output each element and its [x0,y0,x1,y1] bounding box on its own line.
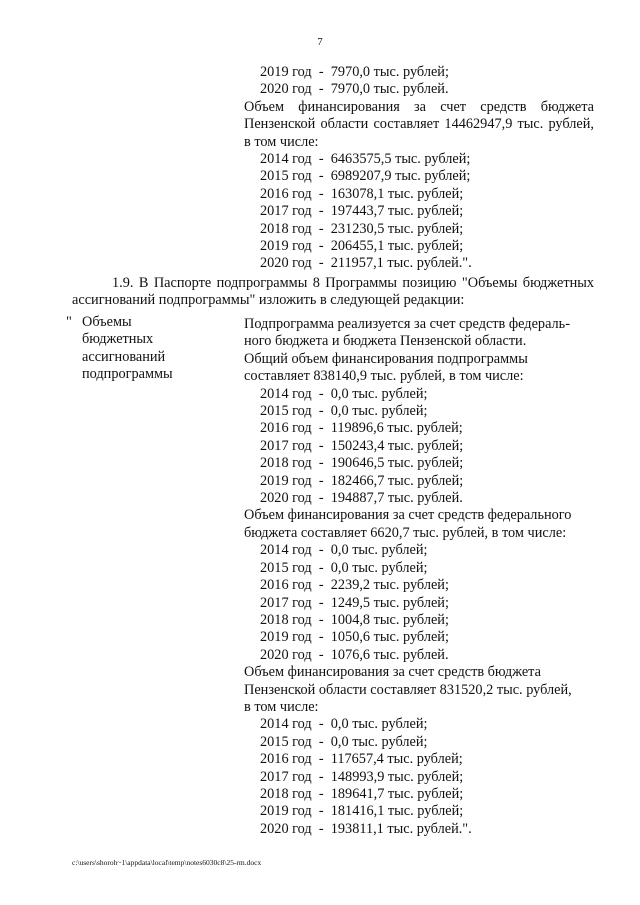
regional-line: в том числе: [244,698,319,715]
regional-year-row: 2015 год - 0,0 тыс. рублей; [260,733,428,750]
total-year-row: 2018 год - 190646,5 тыс. рублей; [260,455,464,472]
year-row: 2020 год - 7970,0 тыс. рублей. [260,81,449,98]
regional-year-row: 2017 год - 148993,9 тыс. рублей; [260,768,464,785]
year-row: 2018 год - 231230,5 тыс. рублей; [260,220,464,237]
label-line: подпрограммы [82,366,173,383]
year-row: 2020 год - 211957,1 тыс. рублей.". [260,255,472,272]
regional-line: Пензенской области составляет 831520,2 тыс. рублей, [244,681,572,698]
year-row: 2015 год - 6989207,9 тыс. рублей; [260,168,471,185]
regional-year-row: 2019 год - 181416,1 тыс. рублей; [260,803,464,820]
total-year-row: 2020 год - 194887,7 тыс. рублей. [260,490,463,507]
year-row: 2019 год - 206455,1 тыс. рублей; [260,238,464,255]
regional-year-row: 2014 год - 0,0 тыс. рублей; [260,716,428,733]
regional-year-row: 2016 год - 117657,4 тыс. рублей; [260,751,463,768]
federal-line: бюджета составляет 6620,7 тыс. рублей, в том числе: [244,524,567,541]
federal-year-row: 2014 год - 0,0 тыс. рублей; [260,542,428,559]
federal-year-row: 2016 год - 2239,2 тыс. рублей; [260,577,449,594]
intro-line: Общий объем финансирования подпрограммы [244,350,528,367]
total-year-row: 2014 год - 0,0 тыс. рублей; [260,385,428,402]
total-year-row: 2015 год - 0,0 тыс. рублей; [260,403,428,420]
intro-line: Подпрограмма реализуется за счет средств федераль- [244,316,570,332]
opening-quote-mark: " [66,314,72,330]
section-1-9-paragraph: 1.9. В Паспорте подпрограммы 8 Программы позицию "Объемы бюджетных ассигнований подпрограммы" изложить в следующей редакции: [72,275,594,309]
year-row: 2017 год - 197443,7 тыс. рублей; [260,203,464,220]
page-number: 7 [317,36,323,48]
federal-year-row: 2019 год - 1050,6 тыс. рублей; [260,629,449,646]
regional-year-row: 2020 год - 193811,1 тыс. рублей.". [260,820,472,837]
label-line: бюджетных [82,331,154,348]
federal-year-row: 2018 год - 1004,8 тыс. рублей; [260,611,449,628]
intro-line: составляет 838140,9 тыс. рублей, в том числе: [244,368,524,385]
regional-budget-paragraph: Объем финансирования за счет средств бюджета Пензенской области составляет 14462947,9 тыс. рублей, в том числе: [244,98,594,150]
total-year-row: 2016 год - 119896,6 тыс. рублей; [260,420,463,437]
regional-year-row: 2018 год - 189641,7 тыс. рублей; [260,785,464,802]
year-row: 2016 год - 163078,1 тыс. рублей; [260,185,464,202]
total-year-row: 2019 год - 182466,7 тыс. рублей; [260,472,464,489]
top-financing-block [244,64,594,273]
federal-year-row: 2020 год - 1076,6 тыс. рублей. [260,646,449,663]
federal-year-row: 2017 год - 1249,5 тыс. рублей; [260,594,449,611]
budget-allocation-label [82,314,232,384]
footer-file-path: c:\users\shoroh~1\appdata\local\temp\notes6030c8\25-rm.docx [72,858,262,867]
regional-line: Объем финансирования за счет средств бюджета [244,664,541,681]
federal-year-row: 2015 год - 0,0 тыс. рублей; [260,559,428,576]
year-row: 2014 год - 6463575,5 тыс. рублей; [260,151,471,168]
total-year-row: 2017 год - 150243,4 тыс. рублей; [260,437,464,454]
label-line: Объемы [82,314,132,330]
year-row: 2019 год - 7970,0 тыс. рублей; [260,64,449,80]
intro-line: ного бюджета и бюджета Пензенской области. [244,333,527,350]
federal-line: Объем финансирования за счет средств федерального [244,507,572,524]
subprogram-financing-block [244,316,594,838]
label-line: ассигнований [82,348,166,365]
